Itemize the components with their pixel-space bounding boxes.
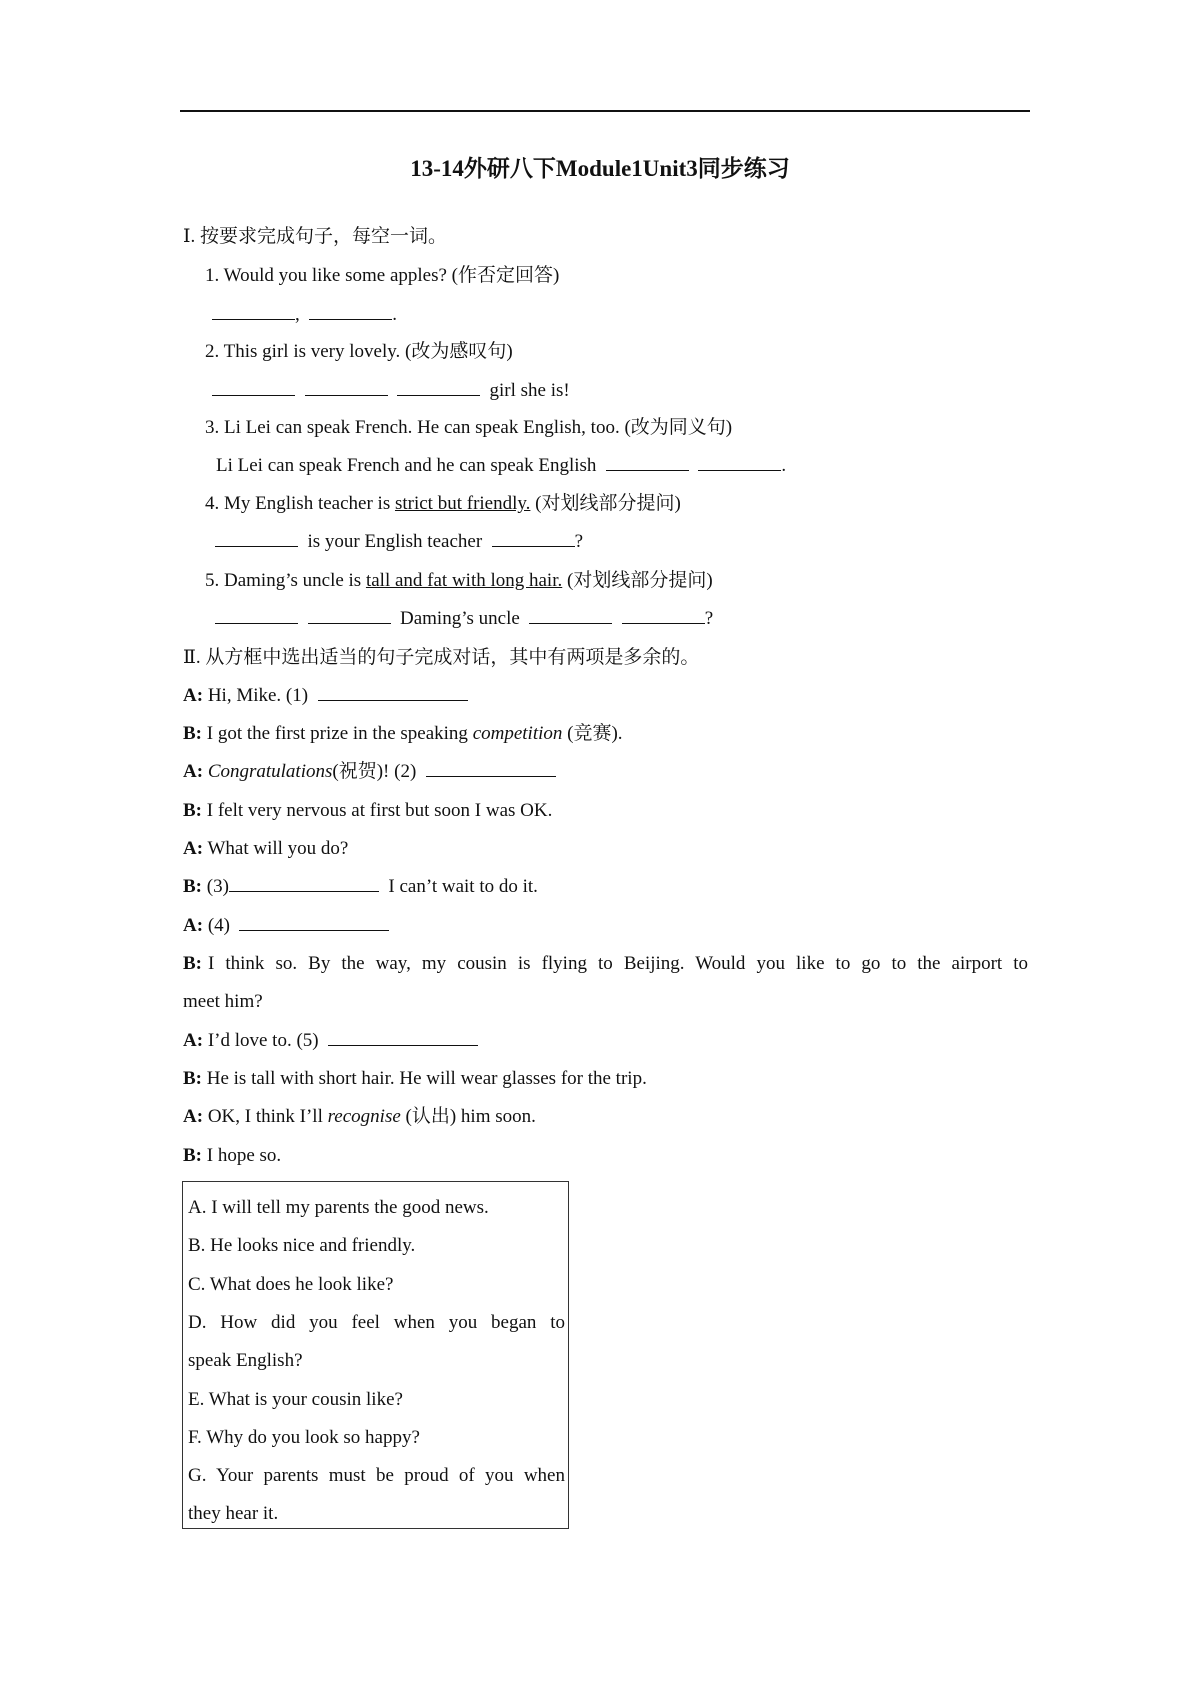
dialogue-text: I hope so. xyxy=(206,1145,282,1166)
option-c: C. What does he look like? xyxy=(188,1274,394,1295)
dialogue-blank-4[interactable] xyxy=(239,912,389,931)
q1-end: . xyxy=(392,304,397,325)
q3-blank-1[interactable] xyxy=(606,452,689,471)
option-b: B. He looks nice and friendly. xyxy=(188,1235,416,1256)
speaker-label: B: xyxy=(183,723,202,744)
q1-blank-1[interactable] xyxy=(212,301,295,320)
dialogue-blank-5[interactable] xyxy=(328,1027,478,1046)
q2-blank-1[interactable] xyxy=(212,377,295,396)
q3-answer-line xyxy=(216,452,786,480)
dialogue-line-8-cont: meet him? xyxy=(183,991,263,1012)
speaker-label: B: xyxy=(183,1068,202,1089)
dialogue-line-4 xyxy=(183,797,552,825)
dialogue-blank-2[interactable] xyxy=(426,758,556,777)
q2-answer-line xyxy=(212,377,570,405)
q5-end: ? xyxy=(704,608,714,629)
dialogue-line-1 xyxy=(183,682,468,710)
q5-blank-1[interactable] xyxy=(215,605,298,624)
dialogue-text: (认出) him soon. xyxy=(405,1106,536,1127)
dialogue-line-10 xyxy=(183,1065,647,1093)
q3-text: 3. Li Lei can speak French. He can speak English, too. (改为同义句) xyxy=(205,417,733,438)
dialogue-text: He is tall with short hair. He will wear glasses for the trip. xyxy=(206,1068,647,1089)
dialogue-line-8 xyxy=(183,950,1028,978)
q5-blank-2[interactable] xyxy=(308,605,391,624)
q4-underlined: strict but friendly. xyxy=(394,493,531,514)
dialogue-text: I think so. By the way, my cousin is flying to Beijing. Would you like to go to the airport to xyxy=(208,953,1028,974)
q5-text xyxy=(205,567,713,595)
q5-answer-line xyxy=(215,605,713,633)
dialogue-line-9 xyxy=(183,1027,478,1055)
option-d-cont: speak English? xyxy=(188,1350,303,1371)
option-a: A. I will tell my parents the good news. xyxy=(188,1197,489,1218)
dialogue-text: (竞赛). xyxy=(567,723,623,744)
speaker-label: B: xyxy=(183,953,202,974)
q3-lead: Li Lei can speak French and he can speak English xyxy=(216,455,597,476)
dialogue-text: What will you do? xyxy=(207,838,349,859)
q3-end: . xyxy=(781,455,787,476)
q2-blank-2[interactable] xyxy=(305,377,388,396)
q4-pre: 4. My English teacher is xyxy=(205,493,391,514)
speaker-label: A: xyxy=(183,685,204,706)
q1-text: 1. Would you like some apples? (作否定回答) xyxy=(205,265,560,286)
dialogue-blank-3[interactable] xyxy=(229,873,379,892)
q2-blank-3[interactable] xyxy=(397,377,480,396)
option-d: D. How did you feel when you began to xyxy=(188,1312,565,1333)
dialogue-line-6 xyxy=(183,873,538,901)
speaker-label: A: xyxy=(183,1030,204,1051)
q5-post: (对划线部分提问) xyxy=(567,570,713,591)
speaker-label: A: xyxy=(183,915,204,936)
q4-mid: is your English teacher xyxy=(307,531,483,552)
q1-answer-line xyxy=(212,301,397,329)
q4-text xyxy=(205,490,681,518)
speaker-label: A: xyxy=(183,838,204,859)
q4-blank-1[interactable] xyxy=(215,528,298,547)
dialogue-text: (4) xyxy=(207,915,230,936)
q5-blank-3[interactable] xyxy=(529,605,612,624)
q4-answer-line xyxy=(215,528,583,556)
q5-pre: 5. Daming’s uncle is xyxy=(205,570,362,591)
dialogue-italic-word: Congratulations xyxy=(207,761,333,782)
dialogue-text: Hi, Mike. (1) xyxy=(207,685,309,706)
q1-sep: , xyxy=(295,304,300,325)
q3-blank-2[interactable] xyxy=(698,452,781,471)
dialogue-line-7 xyxy=(183,912,389,940)
q4-end: ? xyxy=(574,531,584,552)
q5-blank-4[interactable] xyxy=(622,605,705,624)
speaker-label: A: xyxy=(183,761,204,782)
dialogue-text: I’d love to. (5) xyxy=(207,1030,319,1051)
q5-underlined: tall and fat with long hair. xyxy=(365,570,563,591)
dialogue-text: I can’t wait to do it. xyxy=(388,876,538,897)
option-e: E. What is your cousin like? xyxy=(188,1389,403,1410)
q2-tail: girl she is! xyxy=(489,380,570,401)
dialogue-text: I felt very nervous at first but soon I was OK. xyxy=(206,800,553,821)
dialogue-text: (祝贺)! (2) xyxy=(332,761,417,782)
dialogue-line-11 xyxy=(183,1103,536,1131)
dialogue-italic-word: recognise xyxy=(327,1106,401,1127)
page-title: 13-14外研八下Module1Unit3同步练习 xyxy=(410,156,790,181)
q2-text: 2. This girl is very lovely. (改为感叹句) xyxy=(205,341,513,362)
dialogue-text: (3) xyxy=(206,876,229,897)
speaker-label: A: xyxy=(183,1106,204,1127)
option-g: G. Your parents must be proud of you when xyxy=(188,1465,565,1486)
section2-heading: Ⅱ. 从方框中选出适当的句子完成对话，其中有两项是多余的。 xyxy=(183,647,700,668)
speaker-label: B: xyxy=(183,1145,202,1166)
dialogue-line-2 xyxy=(183,720,623,748)
section1-heading: Ⅰ. 按要求完成句子，每空一词。 xyxy=(183,226,448,247)
dialogue-line-3 xyxy=(183,758,556,786)
dialogue-text: OK, I think I’ll xyxy=(207,1106,323,1127)
q4-blank-2[interactable] xyxy=(492,528,575,547)
speaker-label: B: xyxy=(183,800,202,821)
top-rule xyxy=(180,110,1030,112)
dialogue-blank-1[interactable] xyxy=(318,682,468,701)
speaker-label: B: xyxy=(183,876,202,897)
dialogue-text: I got the first prize in the speaking xyxy=(206,723,468,744)
q4-post: (对划线部分提问) xyxy=(535,493,681,514)
option-g-cont: they hear it. xyxy=(188,1503,279,1524)
option-f: F. Why do you look so happy? xyxy=(188,1427,420,1448)
dialogue-line-12 xyxy=(183,1142,281,1170)
options-box xyxy=(182,1181,569,1529)
dialogue-italic-word: competition xyxy=(472,723,563,744)
dialogue-line-5 xyxy=(183,835,348,863)
q5-mid: Daming’s uncle xyxy=(400,608,520,629)
q1-blank-2[interactable] xyxy=(309,301,392,320)
